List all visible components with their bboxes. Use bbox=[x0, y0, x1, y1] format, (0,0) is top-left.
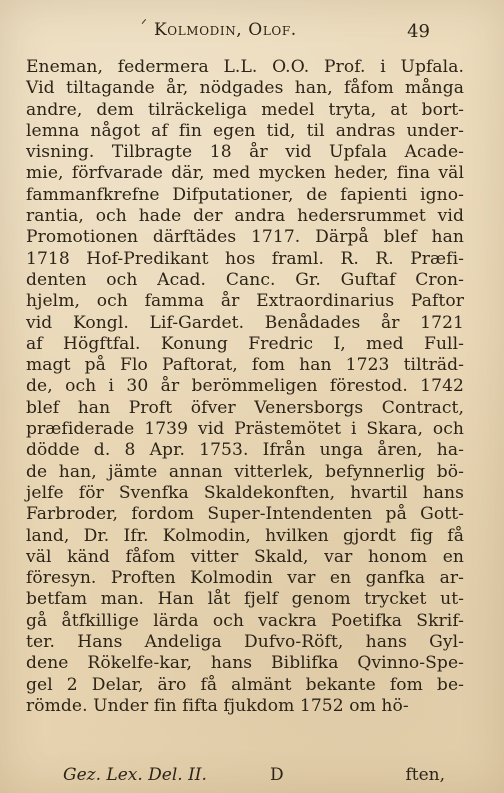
text-line: dene Rökelfe-kar, hans Biblifka Qvinno-Spe- bbox=[26, 653, 464, 674]
text-line: 1718 Hof-Predikant hos framl. R. R. Præfi- bbox=[26, 248, 464, 269]
text-line: magt på Flo Paftorat, fom han 1723 tilträd- bbox=[26, 355, 464, 376]
text-line: vid Kongl. Lif-Gardet. Benådades år 1721 bbox=[26, 312, 464, 333]
signature-mark: D bbox=[270, 765, 284, 785]
text-line: hjelm, och famma år Extraordinarius Paftor bbox=[26, 291, 464, 312]
text-line: denten och Acad. Canc. Gr. Guftaf Cron- bbox=[26, 269, 464, 290]
text-line: gel 2 Delar, äro få almänt bekante fom be- bbox=[26, 674, 464, 695]
running-head: Kolmodin, Olof. bbox=[154, 20, 297, 40]
text-line: föresyn. Proften Kolmodin var en ganfka ar- bbox=[26, 568, 464, 589]
text-line: lemna något af fin egen tid, til andras under- bbox=[26, 120, 464, 141]
text-line: Vid tiltagande år, nödgades han, fåfom många bbox=[26, 78, 464, 99]
signature-note: Gez. Lex. Del. II. bbox=[63, 765, 207, 785]
text-line: land, Dr. Ifr. Kolmodin, hvilken gjordt fig få bbox=[26, 525, 464, 546]
text-line: andre, dem tilräckeliga medel tryta, at bort- bbox=[26, 99, 464, 120]
text-line: mie, förfvarade där, med mycken heder, fina väl bbox=[26, 163, 464, 184]
text-line: de, och i 30 år berömmeligen förestod. 1742 bbox=[26, 376, 464, 397]
text-line: af Högftfal. Konung Fredric I, med Full- bbox=[26, 333, 464, 354]
main-text bbox=[26, 57, 464, 717]
text-line: Farbroder, fordom Super-Intendenten på Gott- bbox=[26, 504, 464, 525]
page-header bbox=[0, 14, 504, 44]
text-line: väl känd fåfom vitter Skald, var honom en bbox=[26, 546, 464, 567]
text-line: Eneman, federmera L.L. O.O. Prof. i Upfala. bbox=[26, 57, 464, 77]
text-line: visning. Tilbragte 18 år vid Upfala Acade- bbox=[26, 142, 464, 163]
text-line: ter. Hans Andeliga Dufvo-Röft, hans Gyl- bbox=[26, 632, 464, 653]
page-number: 49 bbox=[407, 21, 430, 42]
text-line: præfiderade 1739 vid Prästemötet i Skara, och bbox=[26, 419, 464, 440]
text-line: blef han Proft öfver Venersborgs Contract, bbox=[26, 397, 464, 418]
text-line: de han, jämte annan vitterlek, befynnerlig bö- bbox=[26, 461, 464, 482]
text-line: gå åtfkillige lärda och vackra Poetifka Skrif- bbox=[26, 610, 464, 631]
page-footer bbox=[0, 765, 504, 787]
text-line: rantia, och hade der andra hedersrummet vid bbox=[26, 206, 464, 227]
text-line: römde. Under fin fifta fjukdom 1752 om hö- bbox=[26, 695, 409, 716]
text-line: fammanfkrefne Difputationer, de fapienti igno- bbox=[26, 184, 464, 205]
text-line: Promotionen därftädes 1717. Därpå blef han bbox=[26, 227, 464, 248]
header-mark: ᐟ bbox=[141, 17, 147, 33]
text-line: betfam man. Han låt fjelf genom trycket ut- bbox=[26, 589, 464, 610]
text-line: dödde d. 8 Apr. 1753. Ifrån unga åren, ha- bbox=[26, 440, 464, 461]
catchword: ften, bbox=[405, 765, 445, 785]
text-line: jelfe för Svenfka Skaldekonften, hvartil hans bbox=[26, 482, 464, 503]
